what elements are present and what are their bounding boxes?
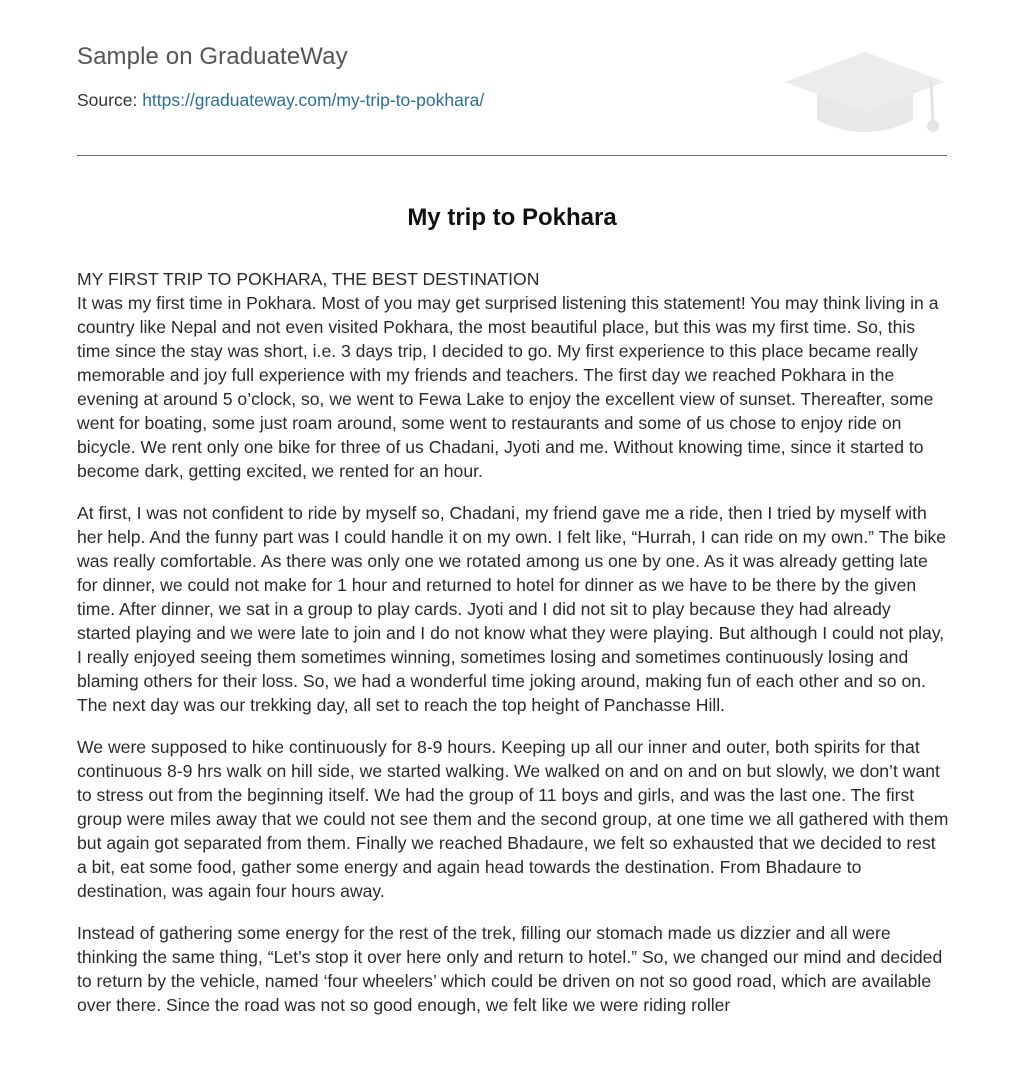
source-label: Source: <box>77 90 138 110</box>
essay-title: My trip to Pokhara <box>407 204 617 231</box>
source-link[interactable]: https://graduateway.com/my-trip-to-pokhara/ <box>142 90 485 110</box>
essay-subheading: MY FIRST TRIP TO POKHARA, THE BEST DESTINATION <box>77 269 540 289</box>
essay-paragraph: We were supposed to hike continuously for 8-9 hours. Keeping up all our inner and outer, both spirits for that continuous 8-9 hrs walk on hill side, we started walking. We walked on and on and on but slowly, we don’t want to stress out from the beginning itself. We had the group of 11 boys and girls, and was the last one. The first group were miles away that we could not see them and the second group, at one time we all gathered with them but again got separated from them. Finally we reached Bhadaure, we felt so exhausted that we decided to rest a bit, eat some food, gather some energy and again head towards the destination. From Bhadaure to destination, was again four hours away. <box>77 737 949 901</box>
source-line <box>77 90 484 111</box>
site-title: Sample on GraduateWay <box>77 43 348 70</box>
page-header <box>77 40 947 156</box>
graduation-cap-icon <box>781 32 947 132</box>
essay-body <box>77 267 949 1035</box>
essay-paragraph: At first, I was not confident to ride by myself so, Chadani, my friend gave me a ride, then I tried by myself with her help. And the funny part was I could handle it on my own. I felt like, “Hurrah, I can ride on my own.” The bike was really comfortable. As there was only one we rotated among us one by one. As it was already getting late for dinner, we could not make for 1 hour and returned to hotel for dinner as we have to be there by the given time. After dinner, we sat in a group to play cards. Jyoti and I did not sit to play because they had already started playing and we were late to join and I do not know what they were playing. But although I could not play, I really enjoyed seeing them sometimes winning, sometimes losing and sometimes continuously losing and blaming others for their loss. So, we had a wonderful time joking around, making fun of each other and so on. The next day was our trekking day, all set to reach the top height of Panchasse Hill. <box>77 503 947 715</box>
header-divider <box>77 155 947 156</box>
essay-paragraph: Instead of gathering some energy for the rest of the trek, filling our stomach made us dizzier and all were thinking the same thing, “Let’s stop it over here only and return to hotel.” So, we changed our mind and decided to return by the vehicle, named ‘four wheelers’ which could be driven on not so good road, which are available over there. Since the road was not so good enough, we felt like we were riding roller <box>77 923 943 1015</box>
essay-paragraph: It was my first time in Pokhara. Most of you may get surprised listening this statement! You may think living in a country like Nepal and not even visited Pokhara, the most beautiful place, but this was my first time. So, this time since the stay was short, i.e. 3 days trip, I decided to go. My first experience to this place became really memorable and joy full experience with my friends and teachers. The first day we reached Pokhara in the evening at around 5 o’clock, so, we went to Fewa Lake to enjoy the excellent view of sunset. Thereafter, some went for boating, some just roam around, some went to restaurants and some of us chose to enjoy ride on bicycle. We rent only one bike for three of us Chadani, Jyoti and me. Without knowing time, since it started to become dark, getting excited, we rented for an hour. <box>77 293 939 481</box>
